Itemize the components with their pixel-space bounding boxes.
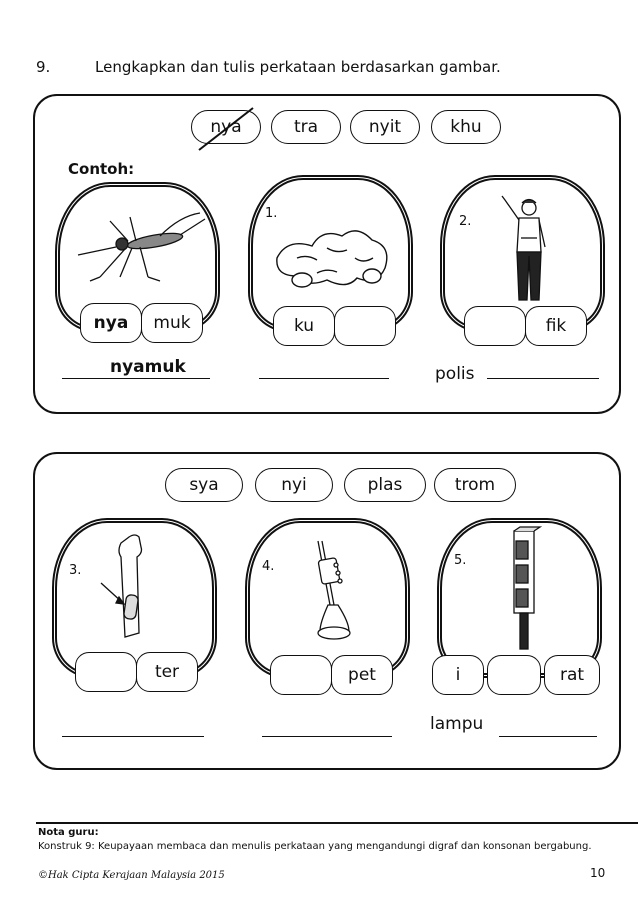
syllable-pill-nya: nya bbox=[191, 110, 261, 144]
question-number: 9. bbox=[36, 58, 51, 76]
ginger-icon bbox=[267, 218, 397, 293]
item-number: 5. bbox=[454, 553, 467, 568]
syllable-pill-khu: khu bbox=[431, 110, 501, 144]
syllable-box: rat bbox=[544, 655, 600, 695]
answer-line[interactable] bbox=[487, 378, 599, 379]
syllable-box: pet bbox=[331, 655, 393, 695]
traffic-light-icon bbox=[504, 527, 544, 652]
item-number: 2. bbox=[459, 214, 472, 229]
picture-frame-traffic-light bbox=[437, 518, 602, 678]
copyright: ©Hak Cipta Kerajaan Malaysia 2015 bbox=[38, 870, 225, 881]
syllable-box: i bbox=[432, 655, 484, 695]
syllable-pill-plas: plas bbox=[344, 468, 426, 502]
mosquito-icon bbox=[70, 211, 210, 281]
syllable-box: ter bbox=[136, 652, 198, 692]
syllable-pill-nyit: nyit bbox=[350, 110, 420, 144]
picture-frame-trumpet bbox=[245, 518, 410, 678]
page-number: 10 bbox=[590, 866, 606, 880]
footer-divider bbox=[36, 822, 638, 824]
note-title: Nota guru: bbox=[38, 827, 99, 838]
syllable-box-empty[interactable] bbox=[75, 652, 137, 692]
answer-example: nyamuk bbox=[110, 357, 186, 377]
strike-through-line bbox=[191, 108, 261, 152]
example-label: Contoh: bbox=[68, 160, 135, 178]
syllable-box-empty[interactable] bbox=[487, 655, 541, 695]
prefix-word-lampu: lampu bbox=[430, 714, 484, 734]
answer-line[interactable] bbox=[259, 378, 389, 379]
syllable-box-empty[interactable] bbox=[270, 655, 332, 695]
item-number: 1. bbox=[265, 206, 278, 221]
syllable-box: muk bbox=[141, 303, 203, 343]
trumpet-icon bbox=[300, 535, 370, 645]
answer-line[interactable] bbox=[262, 736, 392, 737]
syllable-pill-sya: sya bbox=[165, 468, 243, 502]
answer-line[interactable] bbox=[62, 736, 204, 737]
syllable-pill-trom: trom bbox=[434, 468, 516, 502]
syllable-box-empty[interactable] bbox=[464, 306, 526, 346]
bandaged-arm-icon bbox=[97, 533, 167, 648]
syllable-pill-nyi: nyi bbox=[255, 468, 333, 502]
question-instruction: Lengkapkan dan tulis perkataan berdasarkan gambar. bbox=[95, 58, 501, 76]
item-number: 4. bbox=[262, 559, 275, 574]
syllable-pill-tra: tra bbox=[271, 110, 341, 144]
syllable-box-empty[interactable] bbox=[334, 306, 396, 346]
item-number: 3. bbox=[69, 563, 82, 578]
syllable-box: ku bbox=[273, 306, 335, 346]
syllable-box: fik bbox=[525, 306, 587, 346]
note-text: Konstruk 9: Keupayaan membaca dan menulis perkataan yang mengandungi digraf dan konsonan bergabung. bbox=[38, 841, 592, 852]
answer-line[interactable] bbox=[499, 736, 597, 737]
prefix-word-polis: polis bbox=[435, 364, 475, 384]
police-officer-icon bbox=[497, 192, 557, 307]
syllable-box: nya bbox=[80, 303, 142, 343]
answer-line[interactable] bbox=[62, 378, 210, 379]
